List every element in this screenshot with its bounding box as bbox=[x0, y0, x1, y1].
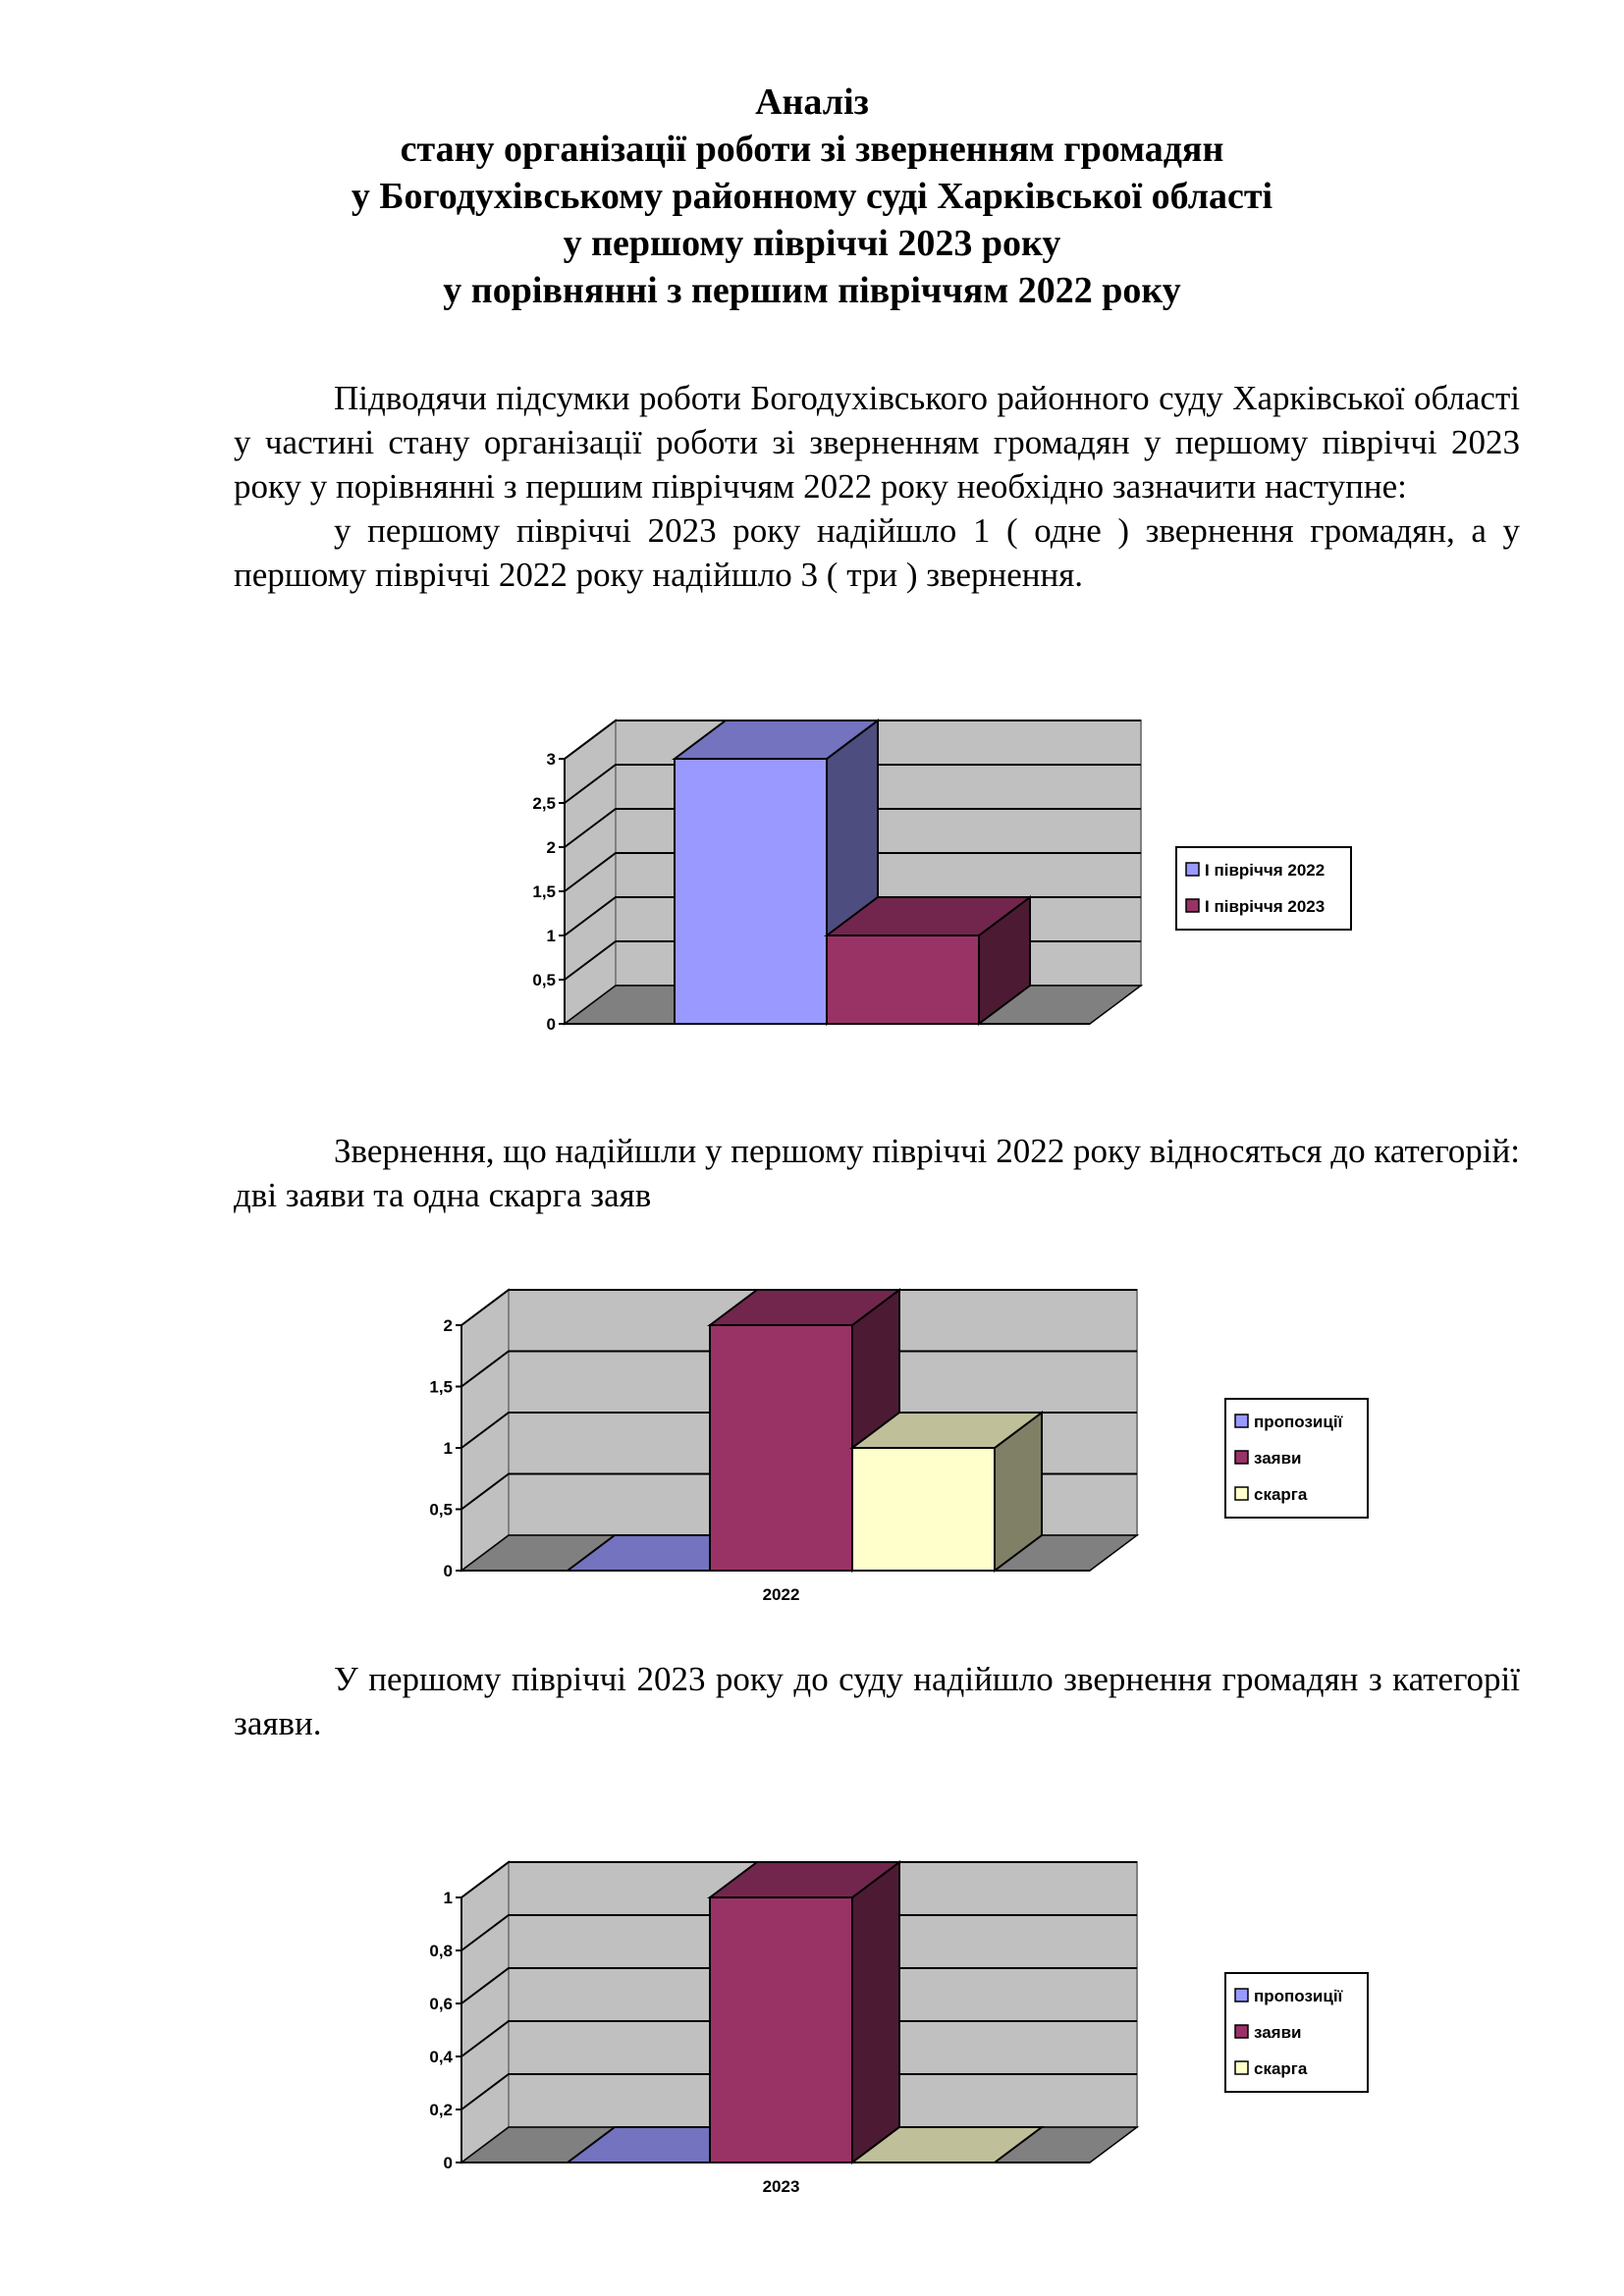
title-line: у Богодухівському районному суді Харківської області bbox=[351, 176, 1273, 217]
section-2022-categories bbox=[234, 1129, 1520, 1217]
title-line: стану організації роботи зі зверненням громадян bbox=[400, 129, 1224, 170]
legend-swatch bbox=[1235, 1415, 1248, 1427]
x-category-label: 2023 bbox=[762, 2177, 800, 2196]
legend-label: І півріччя 2023 bbox=[1205, 897, 1326, 916]
legend-swatch bbox=[1235, 1989, 1248, 2002]
y-tick-label: 2 bbox=[546, 838, 556, 857]
document-title bbox=[0, 79, 1624, 314]
legend-label: скарга bbox=[1254, 1485, 1308, 1504]
y-tick-label: 0 bbox=[546, 1015, 556, 1034]
section-2023-paragraph: У першому півріччі 2023 року до суду надійшло звернення громадян з категорії заяви. bbox=[234, 1660, 1520, 1742]
title-line: Аналіз bbox=[755, 81, 869, 123]
legend-label: пропозиції bbox=[1254, 1987, 1343, 2005]
section-2023-categories bbox=[234, 1657, 1520, 1745]
title-line: у порівнянні з першим півріччям 2022 року bbox=[443, 270, 1181, 311]
title-line: у першому півріччі 2023 року bbox=[563, 223, 1061, 264]
bar-side bbox=[852, 1862, 899, 2163]
y-tick-label: 0,2 bbox=[429, 2101, 453, 2119]
legend-label: заяви bbox=[1254, 1449, 1302, 1468]
y-tick-label: 1,5 bbox=[532, 882, 556, 901]
legend-box bbox=[1176, 847, 1351, 930]
y-tick-label: 1 bbox=[546, 927, 556, 945]
legend-label: пропозиції bbox=[1254, 1413, 1343, 1431]
legend-swatch bbox=[1186, 899, 1199, 912]
y-tick-label: 0,4 bbox=[429, 2048, 453, 2066]
y-tick-label: 2,5 bbox=[532, 794, 556, 813]
y-tick-label: 0,5 bbox=[532, 971, 556, 989]
y-tick-label: 2 bbox=[443, 1316, 453, 1335]
y-tick-label: 1,5 bbox=[429, 1377, 453, 1397]
y-tick-label: 0,8 bbox=[429, 1942, 453, 1960]
y-tick-label: 1 bbox=[443, 1439, 453, 1458]
legend-swatch bbox=[1235, 2025, 1248, 2038]
intro-paragraph: Підводячи підсумки роботи Богодухівського районного суду Харківської області у частині стану організації роботи зі зверненням громадян у першому півріччі 2023 року у порівнянні з першим півріччям 2022 року необхідно зазначити наступне: bbox=[234, 379, 1520, 506]
bar-front bbox=[710, 1325, 852, 1571]
intro-section bbox=[234, 376, 1520, 597]
chart-side-wall bbox=[461, 1862, 509, 2163]
y-tick-label: 1 bbox=[443, 1889, 453, 1907]
y-tick-label: 0,6 bbox=[429, 1995, 453, 2013]
legend-label: заяви bbox=[1254, 2023, 1302, 2042]
x-category-label: 2022 bbox=[762, 1585, 800, 1604]
intro-paragraph-counts: у першому півріччі 2023 року надійшло 1 ( одне ) звернення громадян, а у першому півріччі 2022 року надійшло 3 ( три ) звернення. bbox=[234, 511, 1520, 594]
legend-swatch bbox=[1235, 1487, 1248, 1500]
legend-label: І півріччя 2022 bbox=[1205, 861, 1326, 880]
bar-front bbox=[710, 1897, 852, 2163]
chart-2023-categories bbox=[0, 1836, 1624, 2218]
bar-front bbox=[852, 1448, 995, 1571]
section-2022-paragraph: Звернення, що надійшли у першому півріччі 2022 року відносяться до категорій: дві заяви та одна скарга заяв bbox=[234, 1132, 1520, 1214]
legend-swatch bbox=[1235, 2061, 1248, 2074]
y-tick-label: 0,5 bbox=[429, 1500, 453, 1520]
y-tick-label: 3 bbox=[546, 750, 556, 769]
bar-front bbox=[675, 759, 827, 1024]
y-tick-label: 0 bbox=[443, 1562, 453, 1580]
y-tick-label: 0 bbox=[443, 2154, 453, 2172]
legend-swatch bbox=[1186, 863, 1199, 876]
legend-label: скарга bbox=[1254, 2059, 1308, 2078]
chart-total-appeals bbox=[0, 687, 1624, 1060]
chart-2022-categories bbox=[0, 1256, 1624, 1639]
legend-swatch bbox=[1235, 1451, 1248, 1464]
bar-front bbox=[827, 935, 979, 1024]
